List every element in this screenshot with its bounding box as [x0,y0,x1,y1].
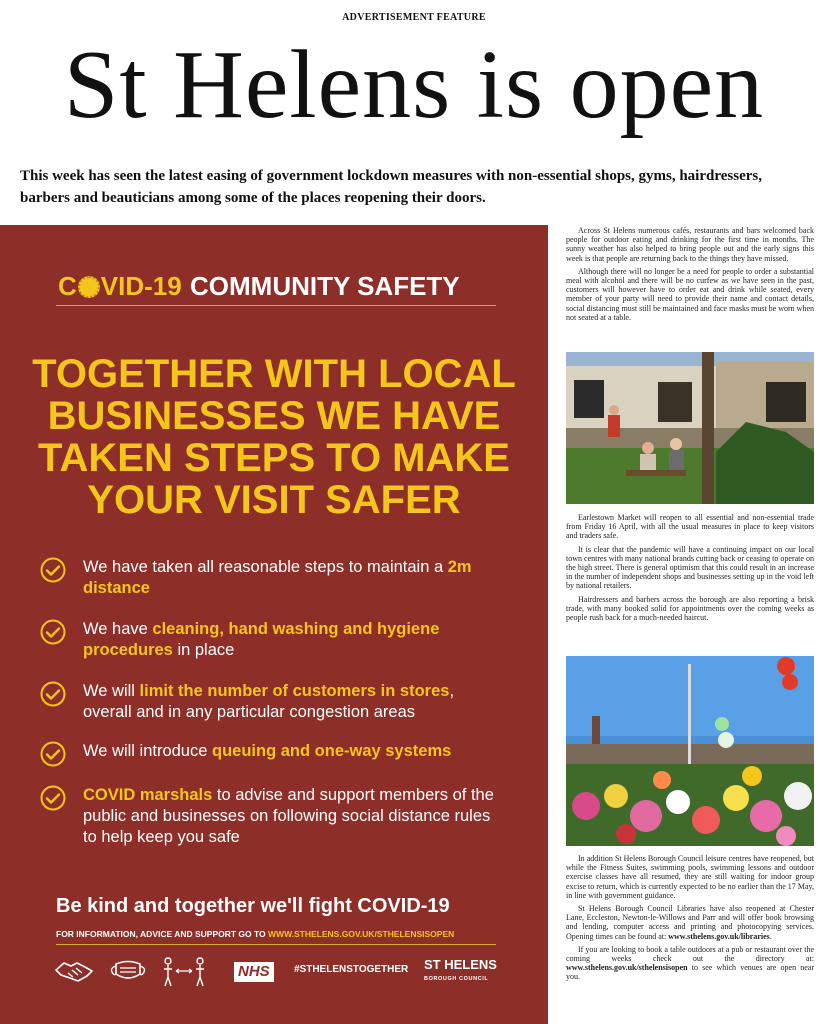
article-paragraph [566,904,814,941]
nhs-logo: NHS [234,962,274,982]
item-text-highlight: limit the number of customers in stores [139,682,450,700]
check-circle-icon [40,619,66,645]
safety-item-text [83,681,503,723]
covid-wordmark-rest: VID-19 [100,271,182,301]
face-mask-icon [108,956,148,986]
item-text-highlight: queuing and one-way systems [212,742,452,760]
article-paragraph: In addition St Helens Borough Council leisure centres have reopened, but while the Fitness Suites, swimming pools, swimming lessons and outdoor exercise classes have all resumed, they are still waiting for indoor group excise to return, which is currently expected to be no earlier than the 17 May, in line with government guidance. [566,854,814,900]
main-message-line: TOGETHER WITH LOCAL [32,352,516,396]
main-message-line: YOUR VISIT SAFER [87,478,461,522]
directory-link[interactable]: www.sthelens.gov.uk/sthelensisopen [566,963,688,973]
item-text-highlight: cleaning, hand washing and hygiene procedures [83,620,440,659]
handshake-icon [54,956,94,986]
item-text-post: in place [172,641,235,659]
main-safety-message [18,353,530,521]
item-text-pre: We will introduce [83,742,212,760]
covid-19-wordmark [58,269,182,303]
poster-footer-icons [54,952,504,992]
covid-wordmark-c: C [58,271,77,301]
check-circle-icon [40,785,66,811]
check-circle-icon [40,557,66,583]
paragraph-text: to see which venues are open near you. [566,963,814,982]
article-paragraph: Hairdressers and barbers across the borough are also reporting a brisk trade, with many booked solid for appointments over the coming weeks as people rush back for a much-needed haircut. [566,594,814,623]
hashtag: #STHELENSTOGETHER [294,964,409,975]
article-block-1 [566,226,814,326]
article-block-3 [566,854,814,986]
article-block-2 [566,513,814,626]
item-text-post: to advise and support members of the public and businesses on following social distance rules to help keep you safe [83,786,494,846]
paragraph-text: St Helens Borough Council Libraries have also reopened at Chester Lane, Eccleston, Newton-le-Willows and Parr and will offer book browsing and lending, computer access and printing and photocopying services. Opening times can be found at: [566,904,814,941]
outdoor-dining-photo [566,352,814,504]
main-message-line: BUSINESSES WE HAVE [47,394,501,438]
safety-item-text [83,619,503,661]
item-text-pre: We will [83,682,140,700]
market-image [566,656,814,846]
article-paragraph: Earlestown Market will reopen to all essential and non-essential trade from Friday 16 April, with all the usual measures in place to keep visitors and traders safe. [566,513,814,541]
community-safety-title [56,269,496,306]
slogan: Be kind and together we'll fight COVID-19 [56,895,450,917]
article-paragraph [566,945,814,982]
info-divider [56,944,496,945]
page-headline: St Helens is open [63,31,765,139]
community-safety-label: COMMUNITY SAFETY [190,271,460,301]
item-text-highlight: COVID marshals [83,786,213,804]
paragraph-text: . [769,931,772,941]
social-distance-icon [162,956,206,988]
article-paragraph: It is clear that the pandemic will have a continuing impact on our local town centres with many national brands cutting back or ceasing to operate on the high street. There is general optimism that this could result in an increase in the number of independent shops and businesses setting up in the void left by national retailers. [566,544,814,591]
check-circle-icon [40,681,66,707]
item-text-highlight: 2m distance [83,558,472,597]
info-text: FOR INFORMATION, ADVICE AND SUPPORT GO TO [56,929,269,939]
item-text-pre: We have [83,620,153,638]
safety-item-text [83,557,503,599]
info-line [56,929,496,939]
main-message-line: TAKEN STEPS TO MAKE [38,436,510,480]
council-subtitle: BOROUGH COUNCIL [424,976,489,982]
market-photo [566,656,814,846]
safety-item-text [83,785,503,848]
item-text-post: , overall and in any particular congestion areas [83,682,455,721]
article-paragraph: Across St Helens numerous cafés, restaurants and bars welcomed back people for outdoor eating and drinking for the first time in months. The sunny weather has also helped to bring people out and the early signs this week is that people are returning back to the things they have missed. [566,226,814,263]
item-text-pre: We have taken all reasonable steps to maintain a [83,558,448,576]
intro-paragraph: This week has seen the latest easing of government lockdown measures with non-essential shops, gyms, hairdressers, barbers and beauticians among some of the places reopening their doors. [20,168,762,206]
virus-icon [78,276,100,298]
check-circle-icon [40,741,66,767]
outdoor-dining-image [566,352,814,504]
info-url-link[interactable]: WWW.STHELENS.GOV.UK/STHELENSISOPEN [268,929,455,939]
council-name: ST HELENS [424,957,497,972]
article-paragraph: Although there will no longer be a need for people to order a substantial meal with alcohol and there will be no curfew as we have seen in the past, customers will however have to order eat and drink while seated, every member of your party will need to provide their name and contact details, social distancing must still be maintained and face masks must be worn when not seated at a table. [566,266,814,322]
council-logo [424,958,497,986]
covid-safety-poster [0,225,548,1024]
paragraph-text: If you are looking to book a table outdoors at a pub or restaurant over the coming weeks check out the directory at: [566,944,814,964]
safety-item-text [83,741,503,762]
advertisement-feature-label: ADVERTISEMENT FEATURE [342,12,486,23]
libraries-link[interactable]: www.sthelens.gov.uk/libraries [668,931,770,941]
